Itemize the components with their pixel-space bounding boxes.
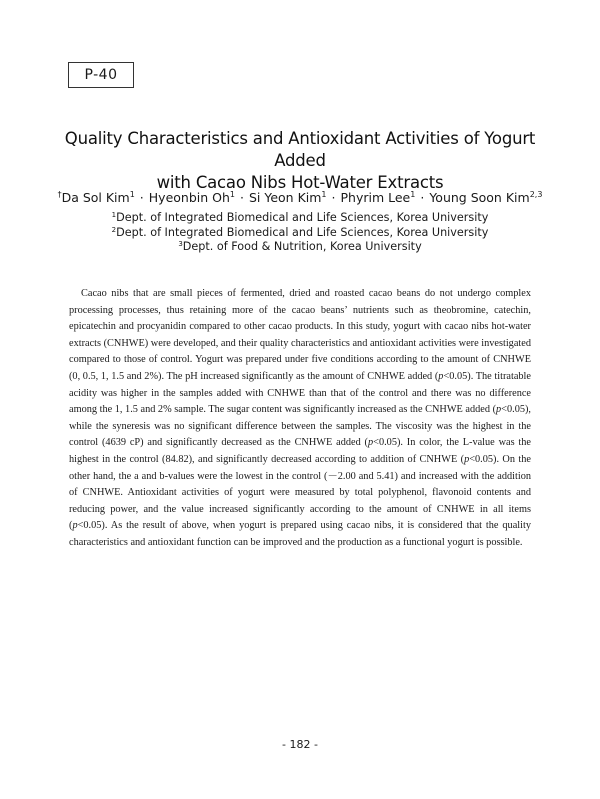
- author-name: Si Yeon Kim: [248, 190, 322, 205]
- author-name: Phyrim Lee: [340, 190, 411, 205]
- affiliation-text: Dept. of Food & Nutrition, Korea University: [182, 240, 422, 253]
- abstract-body: Cacao nibs that are small pieces of fermented, dried and roasted cacao beans do not undergo complex processing processes, thus retaining more of the cacao beans’ nutrients such as theobromine, catechin, epicatechin and procyanidin compared to other cacao products. In this study, yogurt with cacao nibs hot-water extracts (CNHWE) were developed, and their quality characteristics and antioxidant activities were investigated compared to those of control. Yogurt was prepared under five conditions according to the amount of CNHWE (0, 0.5, 1, 1.5 and 2%). The pH increased significantly as the amount of CNHWE added (p<0.05). The titratable acidity was higher in the samples added with CNHWE than that of the control and there was no difference among the 1, 1.5 and 2% sample. The sugar content was significantly increased as the CNHWE added (p<0.05), while the syneresis was no significant difference between the samples. The viscosity was the highest in the control (4639 cP) and significantly decreased as the CNHWE added (p<0.05). In color, the L-value was the highest in the control (84.82), and significantly decreased according to addition of CNHWE (p<0.05). On the other hand, the a and b-values were the lowest in the control (－2.00 and 5.41) and increased with the addition of CNHWE. Antioxidant activities of yogurt were measured by total polyphenol, flavonoid contents and reducing power, and the value increased significantly according to the amount of CNHWE in all items (p<0.05). As the result of above, when yogurt is prepared using cacao nibs, it is considered that the quality characteristics and antioxidant function can be improved and the production as a functional yogurt is possible.: [69, 288, 532, 548]
- italic-p-value: p: [438, 370, 444, 382]
- author-separator: ·: [420, 190, 425, 205]
- author-separator: ·: [240, 190, 244, 205]
- author-affiliation-ref: 1: [229, 190, 235, 199]
- italic-p-value: p: [367, 437, 374, 449]
- italic-p-value: p: [72, 520, 78, 532]
- title-line-2: with Cacao Nibs Hot-Water Extracts: [156, 173, 444, 192]
- affiliation-text: Dept. of Integrated Biomedical and Life Sciences, Korea University: [116, 225, 489, 239]
- affiliation-text: Dept. of Integrated Biomedical and Life Sciences, Korea University: [116, 211, 489, 224]
- author-affiliation-ref: 1: [410, 190, 416, 199]
- author: [58, 190, 135, 205]
- affiliation-number: 2: [111, 225, 117, 234]
- author: [149, 190, 235, 205]
- author-affiliation-ref: 1: [129, 190, 135, 199]
- affiliation-number: 3: [178, 240, 183, 248]
- page-number: - 182 -: [282, 738, 318, 751]
- affiliation-list: [30, 211, 570, 255]
- author-affiliation-ref: 1: [321, 190, 327, 199]
- author-name: Hyeonbin Oh: [148, 190, 230, 205]
- author: [249, 190, 327, 205]
- author-affiliation-ref: 2,3: [529, 190, 543, 199]
- affiliation: [30, 211, 570, 226]
- author: [429, 190, 542, 205]
- presenter-mark: †: [57, 190, 62, 199]
- author-name: Young Soon Kim: [429, 190, 530, 205]
- affiliation: [30, 226, 570, 241]
- author-separator: ·: [331, 190, 336, 205]
- title-line-1: Quality Characteristics and Antioxidant Activities of Yogurt Added: [64, 129, 536, 170]
- affiliation-number: 1: [111, 211, 117, 219]
- author: [341, 190, 416, 205]
- poster-id-box: P-40: [68, 62, 134, 88]
- affiliation: [30, 240, 570, 255]
- paper-title: [40, 128, 560, 194]
- author-name: Da Sol Kim: [61, 190, 130, 205]
- italic-p-value: p: [496, 404, 502, 416]
- author-list: [30, 190, 570, 206]
- author-separator: ·: [139, 190, 144, 205]
- italic-p-value: p: [464, 453, 470, 465]
